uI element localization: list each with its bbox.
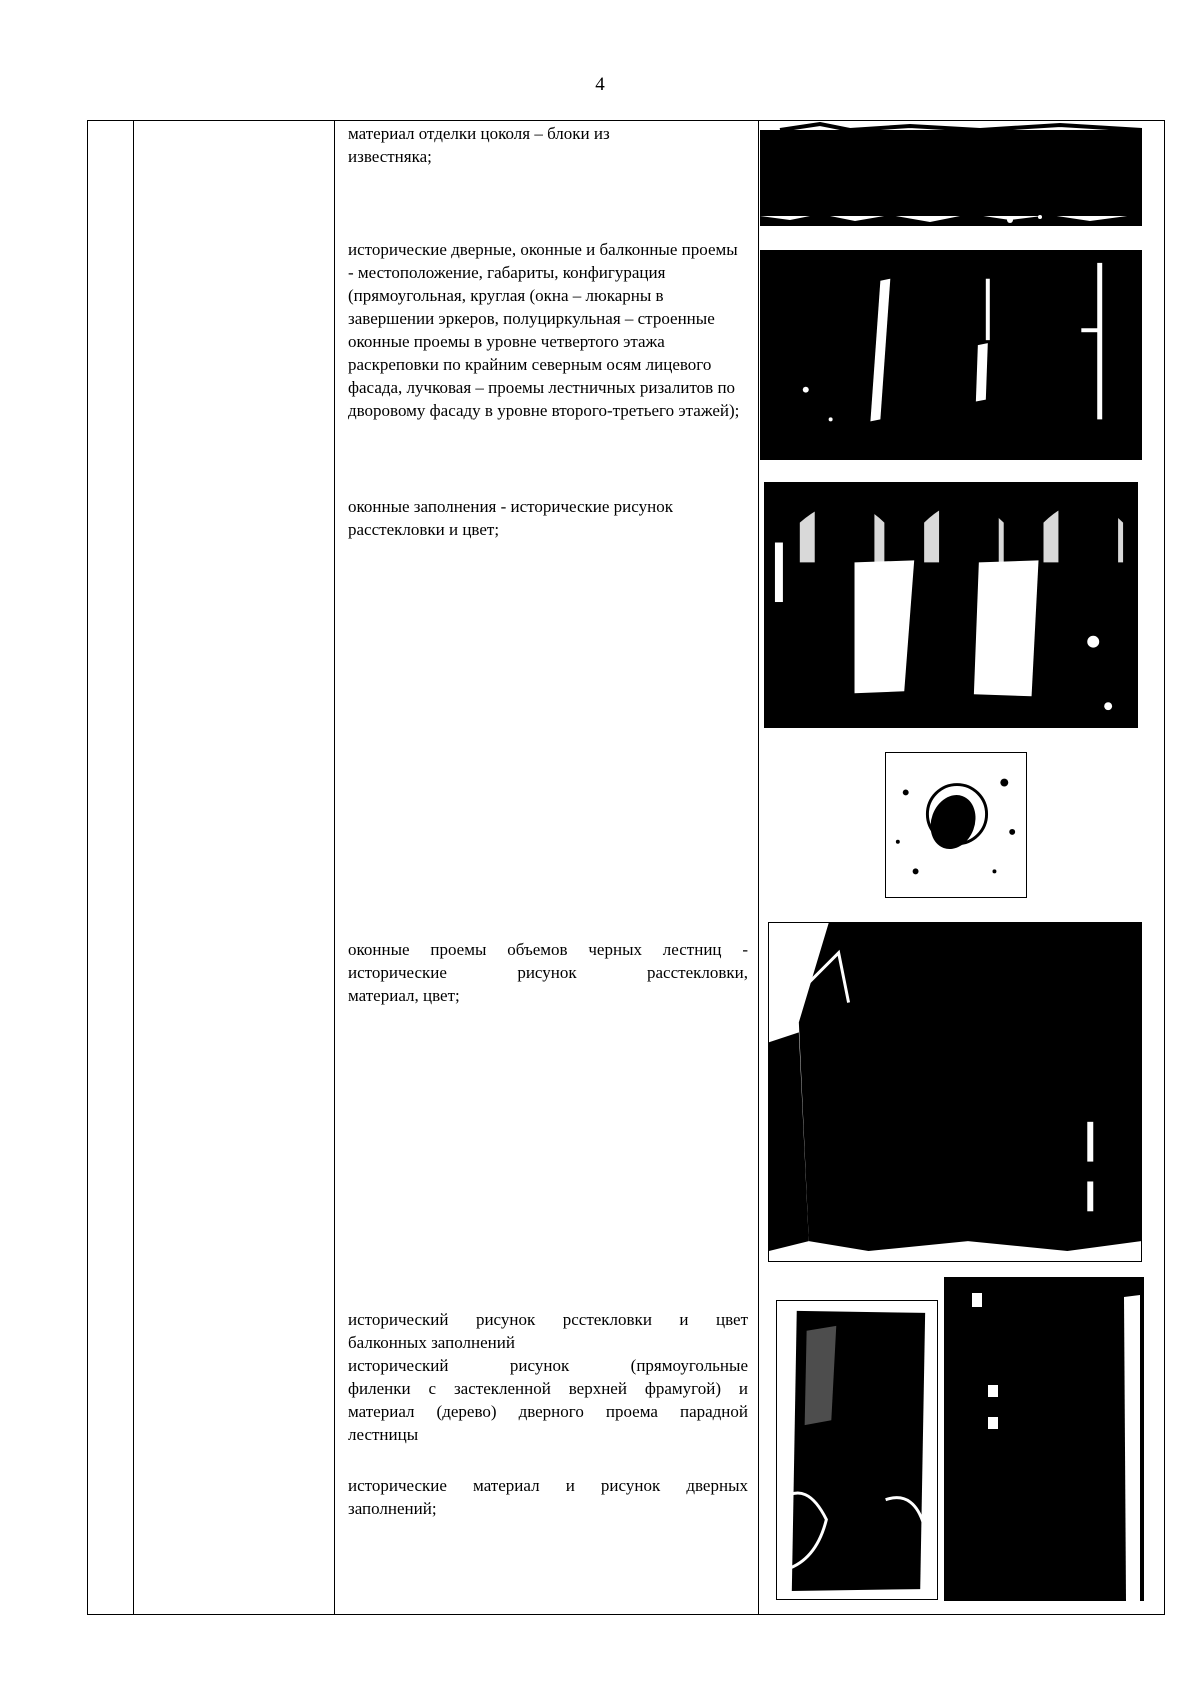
door-line-4: лестницы bbox=[348, 1425, 419, 1444]
page-number: 4 bbox=[595, 74, 605, 95]
door-line-2: филенки с застекленной верхней фрамугой) и bbox=[348, 1379, 748, 1398]
balcony-line-1: исторический рисунок рсстекловки и цвет bbox=[348, 1310, 748, 1329]
window-openings-photo bbox=[760, 250, 1142, 460]
round-window-photo bbox=[885, 752, 1027, 898]
column-divider-3 bbox=[758, 121, 759, 1614]
plinth-material-text: материал отделки цоколя – блоки из известняка; bbox=[348, 124, 610, 166]
balcony-and-door-text bbox=[348, 1308, 748, 1446]
door-line-1: исторический рисунок (прямоугольные bbox=[348, 1356, 748, 1375]
stair-windows-line-1: оконные проемы объемов черных лестниц - bbox=[348, 940, 748, 959]
door-line-3: материал (дерево) дверного проема парадной bbox=[348, 1402, 748, 1421]
balcony-line-2: балконных заполнений bbox=[348, 1333, 515, 1352]
plinth-photo bbox=[760, 122, 1142, 226]
stair-windows-line-3: материал, цвет; bbox=[348, 986, 460, 1005]
stair-windows-photo bbox=[768, 922, 1142, 1262]
entrance-door-photo bbox=[944, 1277, 1144, 1601]
openings-text: исторические дверные, оконные и балконные проемы - местоположение, габариты, конфигурация (прямоугольная, круглая (окна – люкарны в завершении эркеров, полуциркульная – строенные оконные проемы в уровне четвертого этажа раскреповки по крайним северным осям лицевого фасада, лучковая – проемы лестничных ризалитов по дворовому фасаду в уровне второго-третьего этажей); bbox=[348, 240, 740, 420]
column-divider-1 bbox=[133, 121, 134, 1614]
arched-windows-photo bbox=[764, 482, 1138, 728]
balcony-door-photo bbox=[776, 1300, 938, 1600]
door-fill-line-1: исторические материал и рисунок дверных bbox=[348, 1476, 748, 1495]
stair-windows-text bbox=[348, 938, 748, 1007]
stair-windows-line-2: исторические рисунок расстекловки, bbox=[348, 963, 748, 982]
door-fill-line-2: заполнений; bbox=[348, 1499, 437, 1518]
door-fill-text bbox=[348, 1474, 748, 1520]
column-divider-2 bbox=[334, 121, 335, 1614]
window-fill-text: оконные заполнения - исторические рисунок расстекловки и цвет; bbox=[348, 497, 673, 539]
